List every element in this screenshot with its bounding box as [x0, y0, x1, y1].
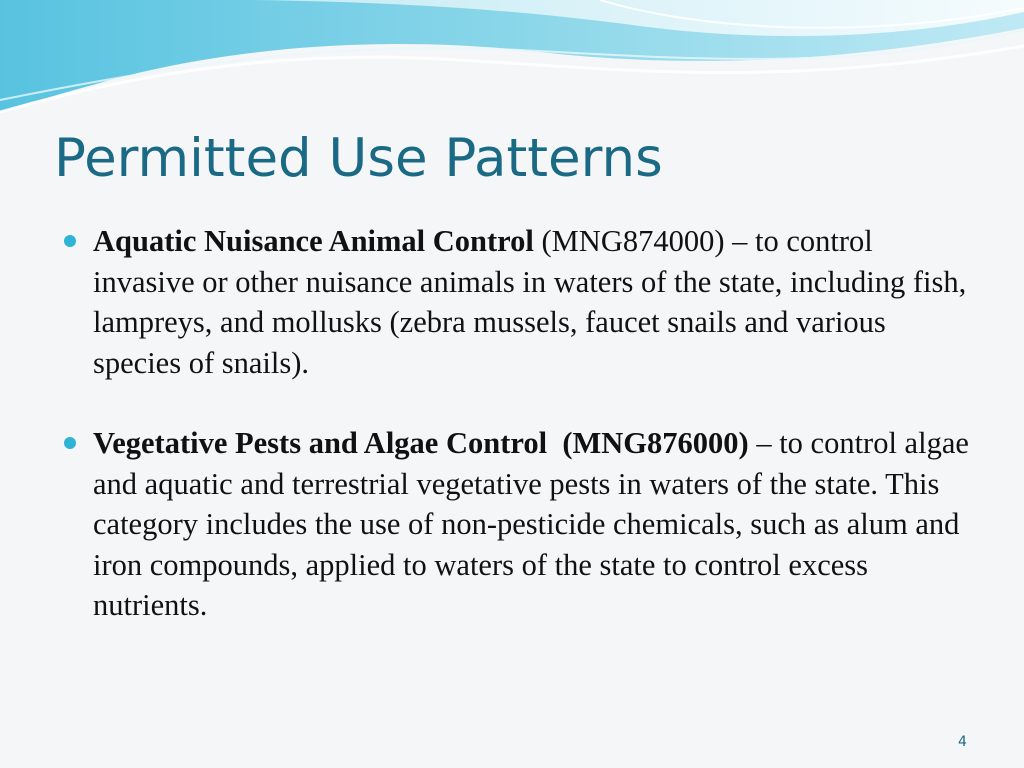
- bullet-heading: Vegetative Pests and Algae Control: [93, 426, 548, 460]
- bullet-text: – to control invasive or other nuisance animals in waters of the state, including fish, lampreys, and mollusks (zebra mussels, faucet snails and various species of snails).: [93, 224, 967, 380]
- bullet-list: [64, 221, 974, 626]
- bullet-item: [64, 221, 974, 383]
- header-wave-decoration: [0, 0, 1024, 120]
- bullet-item: [64, 423, 974, 626]
- bullet-dot-icon: [64, 437, 76, 449]
- page-number: 4: [958, 734, 967, 750]
- bullet-code: (MNG874000): [541, 224, 725, 258]
- bullet-text: – to control algae and aquatic and terrestrial vegetative pests in waters of the state. This category includes the use of non-pesticide chemicals, such as alum and iron compounds, applied to waters of the state to control excess nutrients.: [93, 426, 969, 622]
- bullet-code: (MNG876000): [562, 426, 749, 460]
- bullet-heading: Aquatic Nuisance Animal Control: [93, 224, 534, 258]
- bullet-dot-icon: [64, 235, 76, 247]
- slide-title: Permitted Use Patterns: [54, 128, 663, 189]
